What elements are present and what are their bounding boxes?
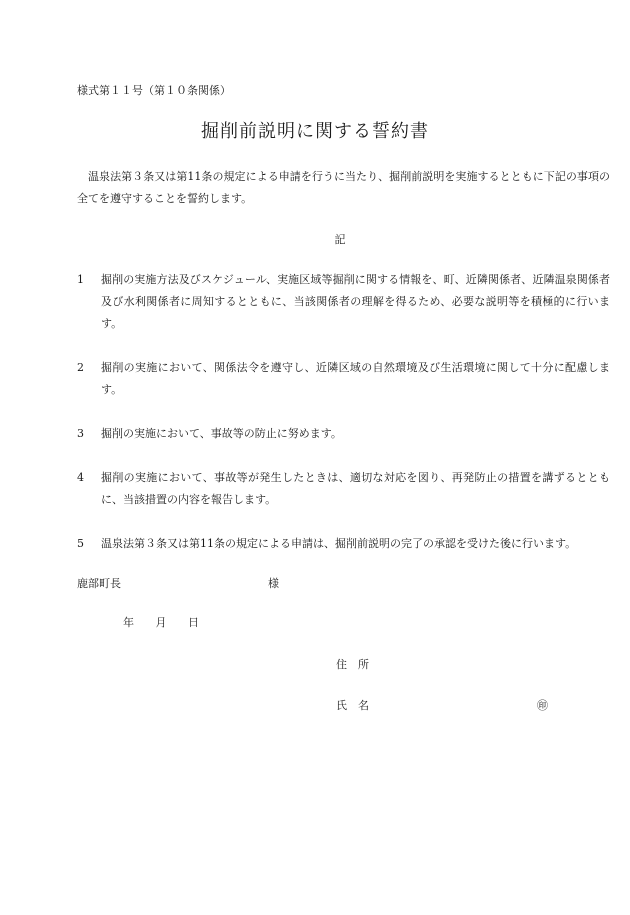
pledge-item <box>77 533 610 555</box>
honorific-sama: 様 <box>268 577 279 590</box>
pledge-item <box>77 423 610 445</box>
form-number: 様式第１１号（第１０条関係） <box>77 84 231 97</box>
intro-paragraph: 温泉法第３条又は第11条の規定による申請を行うに当たり、掘削前説明を実施するとともに下記の事項の全てを遵守することを誓約します。 <box>77 170 610 205</box>
pledge-number: 5 <box>77 537 84 550</box>
pledge-text: 掘削の実施方法及びスケジュール、実施区域等掘削に関する情報を、町、近隣関係者、近隣温泉関係者及び水利関係者に周知するとともに、当該関係者の理解を得るため、必要な説明等を積極的に行います。 <box>101 273 610 330</box>
pledge-number: 3 <box>77 427 84 440</box>
date-month-label: 月 <box>155 616 167 629</box>
pledge-item <box>77 269 610 335</box>
date-day-label: 日 <box>188 616 199 629</box>
ki-heading: 記 <box>334 233 346 246</box>
name-label: 氏 名 <box>336 699 369 712</box>
pledge-number: 1 <box>77 273 84 286</box>
pledge-text: 温泉法第３条又は第11条の規定による申請は、掘削前説明の完了の承認を受けた後に行います。 <box>101 537 577 550</box>
pledge-number: 2 <box>77 361 84 374</box>
pledge-text: 掘削の実施において、事故等の防止に努めます。 <box>101 427 342 440</box>
pledge-item <box>77 357 610 401</box>
seal-icon: ㊞ <box>537 699 548 712</box>
address-label: 住 所 <box>336 658 369 671</box>
pledge-list <box>77 269 610 577</box>
date-year-label: 年 <box>123 616 134 629</box>
addressee: 鹿部町長 <box>77 577 121 590</box>
pledge-text: 掘削の実施において、事故等が発生したときは、適切な対応を図り、再発防止の措置を講ずるとともに、当該措置の内容を報告します。 <box>101 471 610 506</box>
pledge-item <box>77 467 610 511</box>
pledge-text: 掘削の実施において、関係法令を遵守し、近隣区域の自然環境及び生活環境に関して十分に配慮します。 <box>101 361 610 396</box>
pledge-number: 4 <box>77 471 84 484</box>
date-line <box>123 614 217 630</box>
document-title: 掘削前説明に関する誓約書 <box>201 121 429 142</box>
